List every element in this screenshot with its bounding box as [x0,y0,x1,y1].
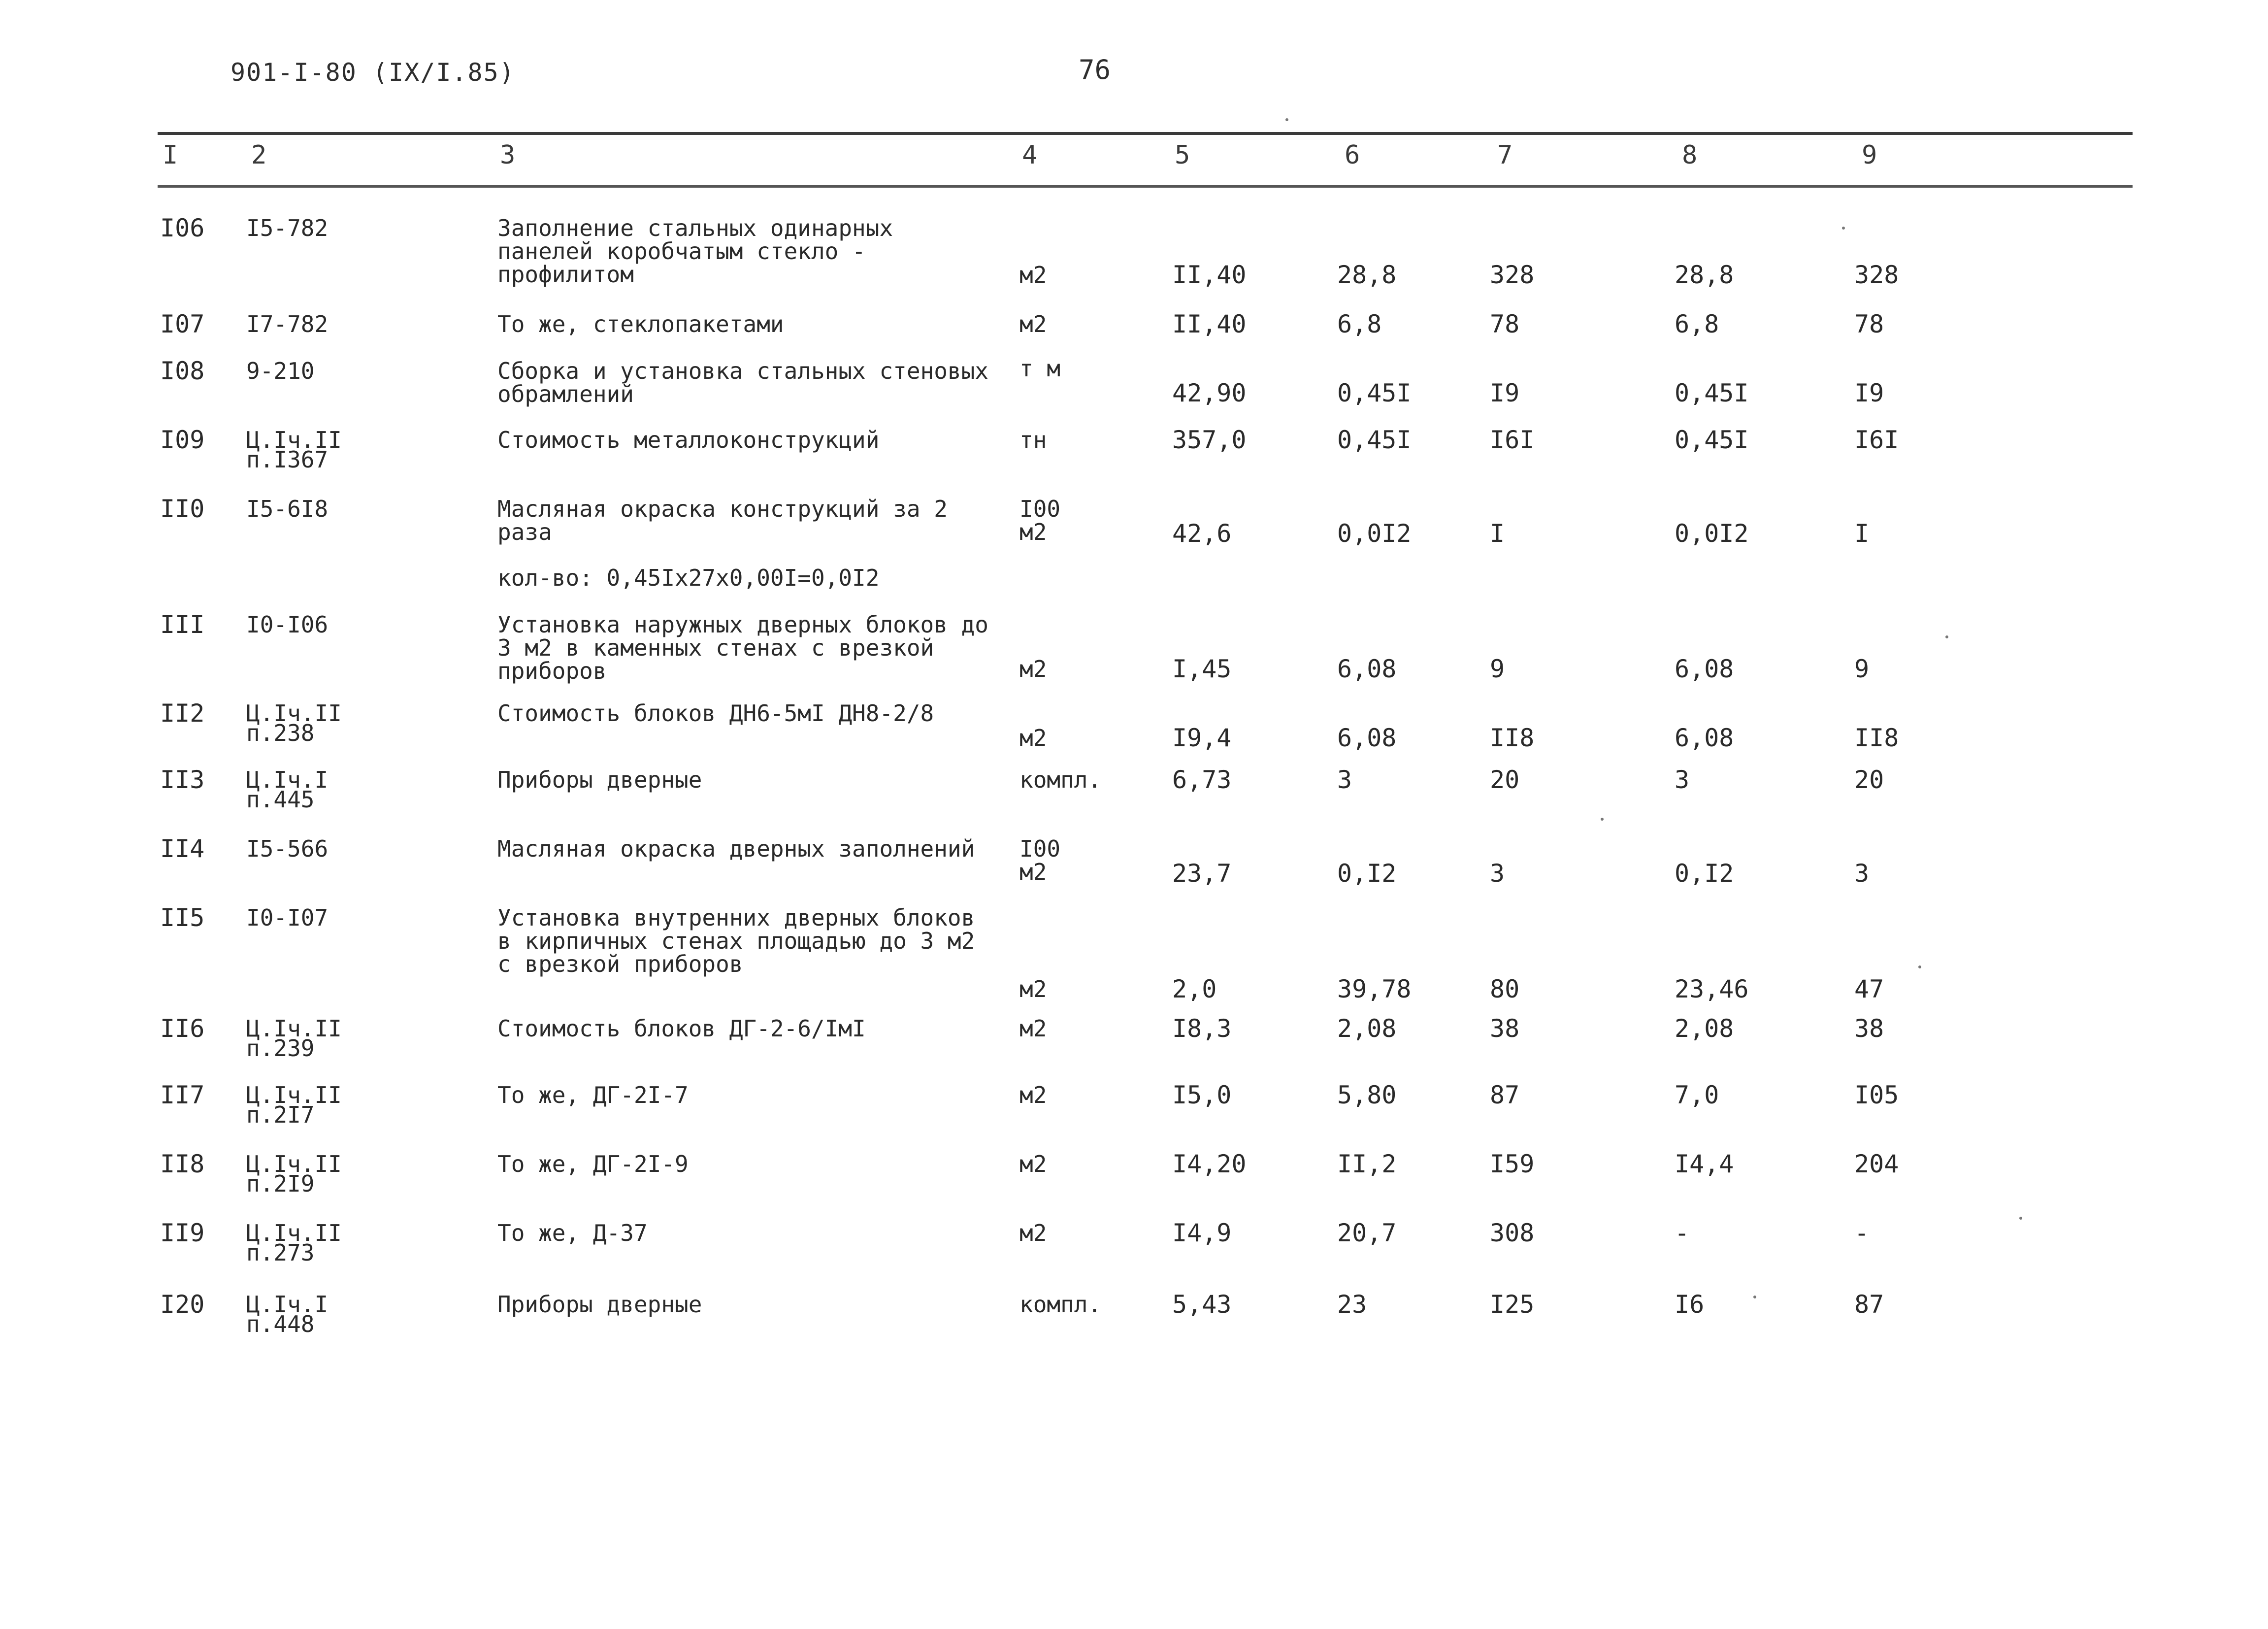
column-header-6: 6 [1345,140,1360,170]
value-c6: 6,8 [1337,310,1382,338]
value-c7: II8 [1490,724,1535,752]
reference-code: п.2I7 [246,1101,315,1128]
value-c7: 80 [1490,975,1520,1003]
page-number: 76 [1079,54,1111,85]
table-top-rule [158,132,2133,135]
column-header-5: 5 [1175,140,1190,170]
value-c5: II,40 [1172,310,1247,338]
row-number: II9 [160,1219,205,1247]
unit-cell: м2 [1019,1015,1047,1042]
value-c5: II,40 [1172,261,1247,289]
reference-code: I0-I06 [246,611,329,638]
scan-speck [1918,965,1921,968]
value-c5: 2,0 [1172,975,1217,1003]
row-number: III [160,610,205,639]
row-number: II4 [160,834,205,863]
row-number: I07 [160,310,205,338]
value-c6: 3 [1337,765,1352,794]
work-description: Стоимость блоков ДГ-2-6/IмI [497,1015,866,1042]
column-header-1: I [163,140,178,170]
value-c6: 5,80 [1337,1081,1397,1109]
reference-code: Ц.Iч.II [246,1151,342,1177]
reference-code: п.I367 [246,446,329,473]
work-description: кол-во: 0,45Iх27х0,00I=0,0I2 [497,565,880,591]
unit-cell: I00 м2 [1019,835,1061,885]
reference-code: Ц.Iч.II [246,1015,342,1042]
row-number: I06 [160,214,205,242]
value-c6: 20,7 [1337,1219,1397,1247]
scan-speck [1945,635,1948,638]
value-c8: 6,08 [1675,655,1734,683]
column-header-4: 4 [1022,140,1038,170]
value-c6: 0,45I [1337,379,1412,407]
value-c9: 3 [1854,859,1870,888]
value-c9: 20 [1854,765,1884,794]
reference-code: Ц.Iч.I [246,1291,329,1318]
value-c6: 23 [1337,1290,1367,1319]
value-c6: 39,78 [1337,975,1412,1003]
column-header-7: 7 [1497,140,1513,170]
work-description: То же, ДГ-2I-7 [497,1082,689,1108]
reference-code: п.2I9 [246,1170,315,1197]
unit-cell: м2 [1019,262,1047,288]
value-c5: I9,4 [1172,724,1232,752]
work-description: Сборка и установка стальных стеновых обрамлений [497,358,988,407]
value-c9: 47 [1854,975,1884,1003]
work-description: То же, Д-37 [497,1220,648,1246]
reference-code: I5-6I8 [246,496,329,522]
value-c5: 42,90 [1172,379,1247,407]
value-c8: 3 [1675,765,1690,794]
document-code: 901-I-80 (IX/I.85) [230,58,515,87]
value-c8: 0,45I [1675,379,1749,407]
value-c9: 9 [1854,655,1870,683]
value-c8: 0,0I2 [1675,519,1749,548]
table-header-rule [158,185,2133,188]
scan-speck [2019,1217,2022,1220]
row-number: II3 [160,765,205,794]
value-c9: 38 [1854,1014,1884,1043]
value-c7: 20 [1490,765,1520,794]
unit-cell: м2 [1019,1220,1047,1246]
value-c7: 78 [1490,310,1520,338]
reference-code: I5-782 [246,215,329,241]
reference-code: п.238 [246,720,315,746]
column-header-2: 2 [251,140,267,170]
row-number: II0 [160,495,205,523]
unit-cell: м2 [1019,311,1047,337]
value-c7: 3 [1490,859,1505,888]
value-c5: 6,73 [1172,765,1232,794]
unit-cell: м2 [1019,656,1047,682]
value-c9: - [1854,1219,1870,1247]
reference-code: п.445 [246,786,315,813]
unit-cell: т м [1019,355,1061,382]
unit-cell: м2 [1019,725,1047,751]
value-c9: II8 [1854,724,1899,752]
reference-code: Ц.Iч.II [246,1082,342,1108]
value-c7: I9 [1490,379,1520,407]
row-number: I20 [160,1290,205,1319]
value-c9: 87 [1854,1290,1884,1319]
reference-code: I0-I07 [246,904,329,931]
reference-code: п.273 [246,1239,315,1266]
row-number: II7 [160,1081,205,1109]
value-c5: 23,7 [1172,859,1232,888]
value-c8: - [1675,1219,1690,1247]
value-c6: 6,08 [1337,724,1397,752]
value-c6: 0,0I2 [1337,519,1412,548]
row-number: II8 [160,1150,205,1178]
value-c7: I [1490,519,1505,548]
value-c9: I9 [1854,379,1884,407]
value-c6: 28,8 [1337,261,1397,289]
reference-code: 9-210 [246,358,315,384]
reference-code: Ц.Iч.II [246,1220,342,1246]
value-c8: 6,08 [1675,724,1734,752]
unit-cell: м2 [1019,1151,1047,1177]
value-c5: 42,6 [1172,519,1232,548]
unit-cell: м2 [1019,1082,1047,1108]
unit-cell: тн [1019,427,1047,453]
value-c9: I05 [1854,1081,1899,1109]
value-c6: 6,08 [1337,655,1397,683]
value-c8: 28,8 [1675,261,1734,289]
work-description: Установка наружных дверных блоков до 3 м2 в каменных стенах с врезкой приборов [497,611,988,684]
unit-cell: компл. [1019,766,1102,793]
value-c5: 5,43 [1172,1290,1232,1319]
row-number: I09 [160,426,205,454]
value-c6: 0,I2 [1337,859,1397,888]
value-c8: 0,45I [1675,426,1749,454]
value-c8: 23,46 [1675,975,1749,1003]
value-c8: 0,I2 [1675,859,1734,888]
column-header-3: 3 [500,140,516,170]
work-description: Стоимость металлоконструкций [497,427,880,453]
value-c5: I8,3 [1172,1014,1232,1043]
value-c7: 38 [1490,1014,1520,1043]
work-description: То же, стеклопакетами [497,311,784,337]
reference-code: I5-566 [246,835,329,862]
work-description: Приборы дверные [497,1291,702,1318]
work-description: Масляная окраска конструкций за 2 раза [497,496,948,545]
work-description: Масляная окраска дверных заполнений [497,835,975,862]
value-c9: 78 [1854,310,1884,338]
unit-cell: компл. [1019,1291,1102,1318]
value-c9: I [1854,519,1870,548]
column-header-8: 8 [1682,140,1698,170]
value-c7: 87 [1490,1081,1520,1109]
value-c8: I4,4 [1675,1150,1734,1178]
value-c6: 0,45I [1337,426,1412,454]
value-c9: I6I [1854,426,1899,454]
value-c6: II,2 [1337,1150,1397,1178]
value-c5: I4,20 [1172,1150,1247,1178]
value-c5: I5,0 [1172,1081,1232,1109]
scan-speck [1842,227,1845,230]
value-c8: 6,8 [1675,310,1719,338]
value-c9: 328 [1854,261,1899,289]
value-c5: I,45 [1172,655,1232,683]
scan-speck [1601,818,1604,821]
value-c7: I59 [1490,1150,1535,1178]
value-c8: 2,08 [1675,1014,1734,1043]
value-c7: 308 [1490,1219,1535,1247]
value-c7: I6I [1490,426,1535,454]
reference-code: Ц.Iч.II [246,427,342,453]
value-c6: 2,08 [1337,1014,1397,1043]
row-number: II2 [160,699,205,728]
work-description: Установка внутренних дверных блоков в кирпичных стенах площадью до 3 м2 с врезкой приборов [497,904,975,977]
reference-code: I7-782 [246,311,329,337]
value-c7: 328 [1490,261,1535,289]
unit-cell: м2 [1019,976,1047,1002]
work-description: Приборы дверные [497,766,702,793]
work-description: Заполнение стальных одинарных панелей коробчатым стекло - профилитом [497,215,893,288]
row-number: I08 [160,357,205,385]
value-c8: I6 [1675,1290,1705,1319]
value-c5: 357,0 [1172,426,1247,454]
column-header-9: 9 [1862,140,1877,170]
reference-code: п.239 [246,1035,315,1062]
reference-code: Ц.Iч.II [246,700,342,727]
value-c7: I25 [1490,1290,1535,1319]
scan-speck [1285,118,1288,121]
value-c9: 204 [1854,1150,1899,1178]
value-c8: 7,0 [1675,1081,1719,1109]
unit-cell: I00 м2 [1019,496,1061,545]
work-description: Стоимость блоков ДН6-5мI ДН8-2/8 [497,700,934,727]
reference-code: п.448 [246,1311,315,1337]
reference-code: Ц.Iч.I [246,766,329,793]
row-number: II5 [160,903,205,932]
work-description: То же, ДГ-2I-9 [497,1151,689,1177]
row-number: II6 [160,1014,205,1043]
value-c7: 9 [1490,655,1505,683]
value-c5: I4,9 [1172,1219,1232,1247]
scan-speck [1753,1296,1756,1298]
